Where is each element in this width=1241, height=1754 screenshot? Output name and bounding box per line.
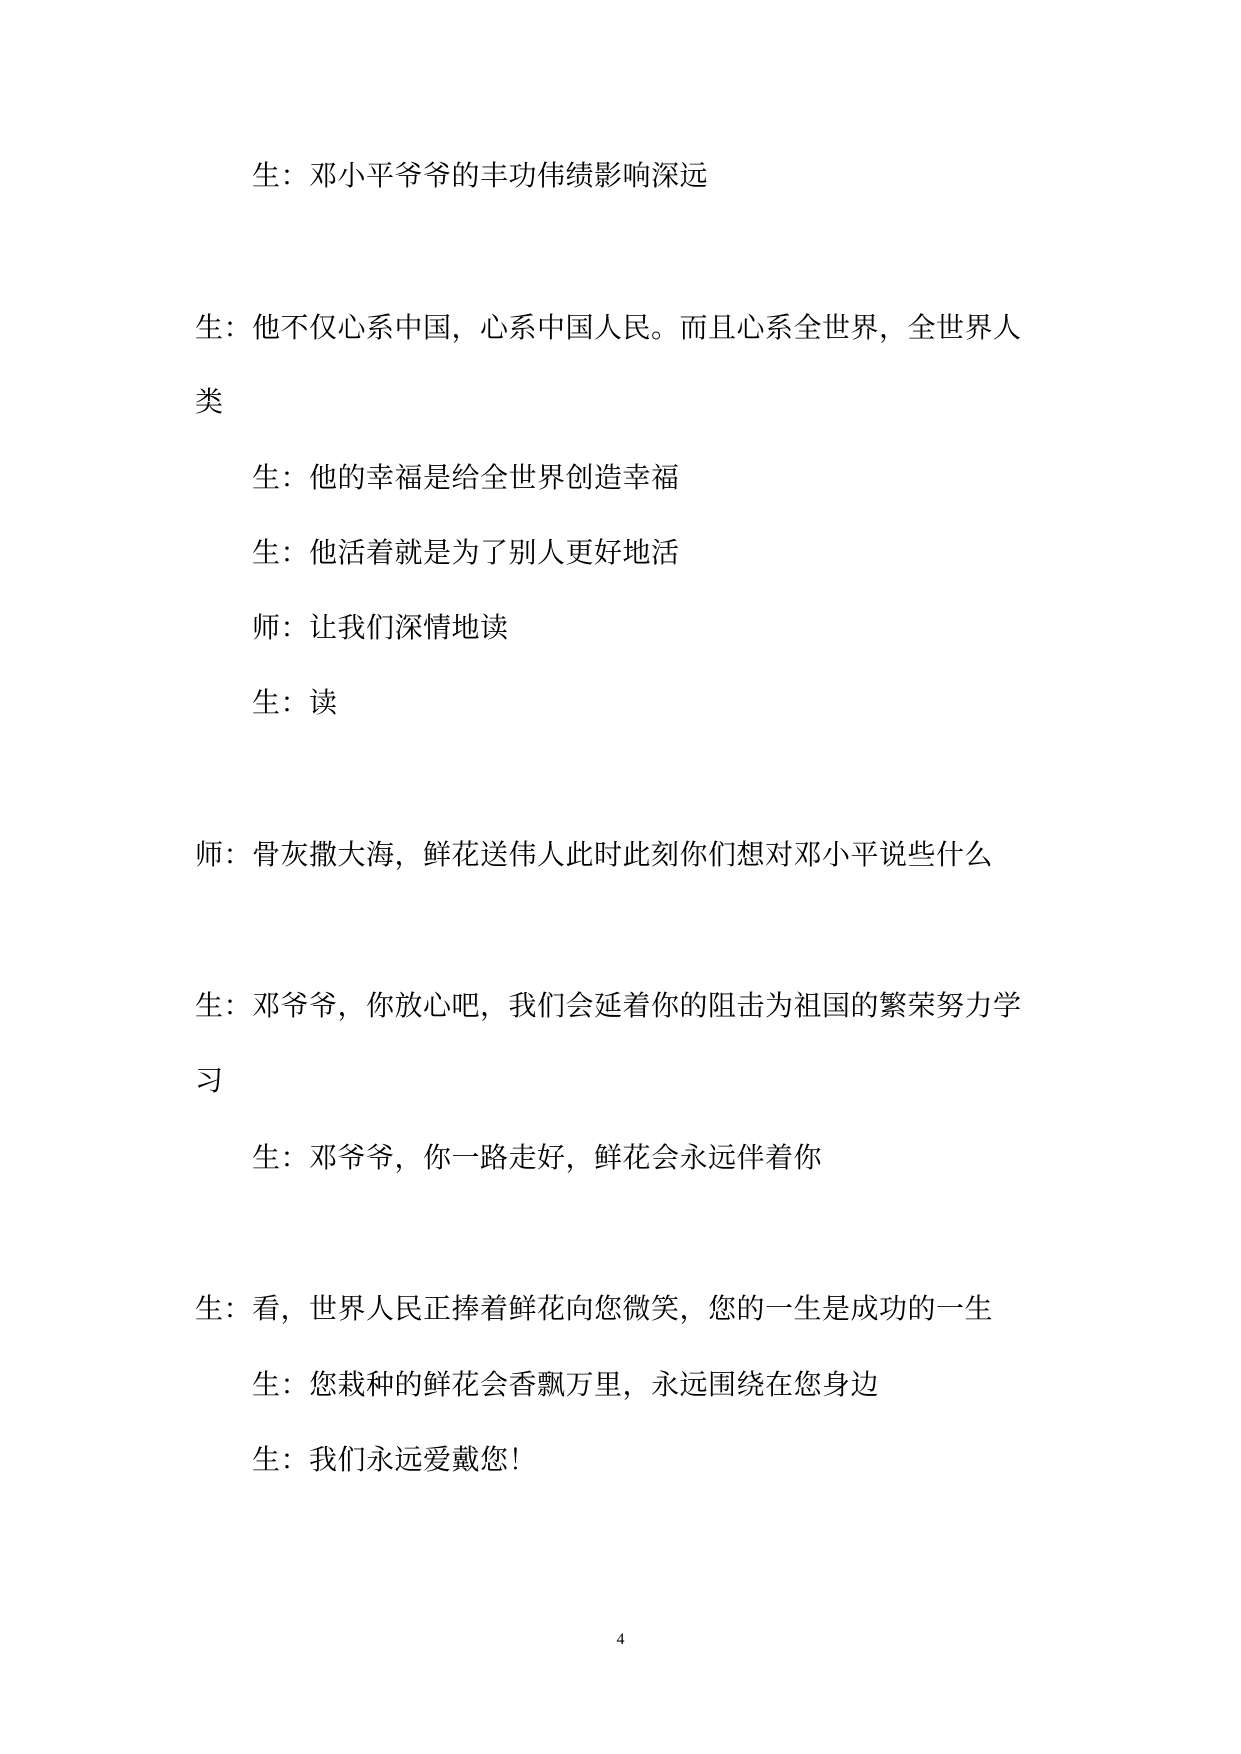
page-number: 4 — [616, 1631, 625, 1648]
text-line: 师：让我们深情地读 — [252, 611, 509, 644]
text-line: 生：读 — [252, 686, 338, 719]
text-line: 生：他不仅心系中国，心系中国人民。而且心系全世界，全世界人 — [195, 311, 1022, 344]
text-line: 生：他活着就是为了别人更好地活 — [252, 536, 680, 569]
text-line: 习 — [195, 1064, 224, 1097]
text-line: 生：他的幸福是给全世界创造幸福 — [252, 461, 680, 494]
text-line: 师：骨灰撒大海，鲜花送伟人此时此刻你们想对邓小平说些什么 — [195, 838, 994, 871]
text-line: 生：我们永远爱戴您！ — [252, 1443, 538, 1476]
text-line: 生：邓小平爷爷的丰功伟绩影响深远 — [252, 159, 709, 192]
text-line: 生：您栽种的鲜花会香飘万里，永远围绕在您身边 — [252, 1368, 880, 1401]
text-line: 生：邓爷爷，你放心吧，我们会延着你的阻击为祖国的繁荣努力学 — [195, 989, 1022, 1022]
text-line: 生：看，世界人民正捧着鲜花向您微笑，您的一生是成功的一生 — [195, 1292, 994, 1325]
text-line: 类 — [195, 385, 224, 418]
text-line: 生：邓爷爷，你一路走好，鲜花会永远伴着你 — [252, 1141, 823, 1174]
